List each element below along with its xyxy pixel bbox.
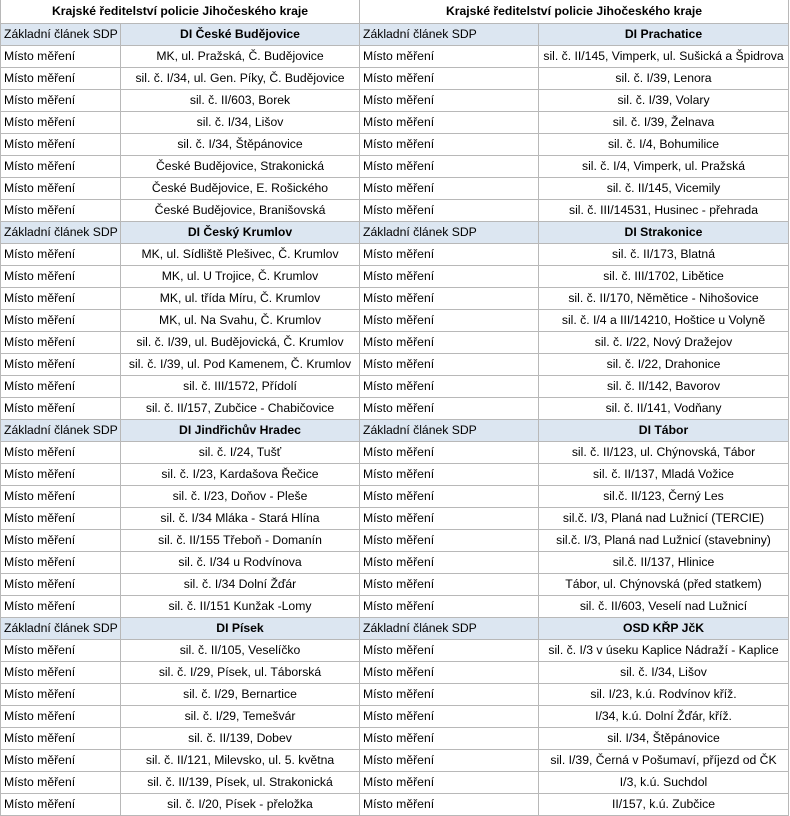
row-label-left: Místo měření <box>1 728 121 750</box>
measurement-location-left: sil. č. I/34 u Rodvínova <box>121 552 360 574</box>
table-row <box>1 596 789 618</box>
measurement-location-left: sil. č. I/34 Mláka - Stará Hlína <box>121 508 360 530</box>
row-label-left: Místo měření <box>1 552 121 574</box>
measurement-location-left: sil. č. II/151 Kunžak -Lomy <box>121 596 360 618</box>
row-label-right: Místo měření <box>360 178 539 200</box>
row-label-right: Místo měření <box>360 288 539 310</box>
table-row <box>1 354 789 376</box>
row-label-left: Místo měření <box>1 200 121 222</box>
table-row <box>1 772 789 794</box>
row-label-right: Místo měření <box>360 46 539 68</box>
measurement-location-left: MK, ul. Na Svahu, Č. Krumlov <box>121 310 360 332</box>
row-label-left: Místo měření <box>1 112 121 134</box>
measurement-location-left: České Budějovice, Strakonická <box>121 156 360 178</box>
table-row <box>1 244 789 266</box>
measurement-location-left: sil. č. I/34, Lišov <box>121 112 360 134</box>
table-row <box>1 398 789 420</box>
measurement-location-right: sil. č. I/39, Volary <box>539 90 789 112</box>
section-title-left: DI Český Krumlov <box>121 222 360 244</box>
measurement-location-left: sil. č. II/155 Třeboň - Domanín <box>121 530 360 552</box>
row-label-left: Místo měření <box>1 178 121 200</box>
row-label-right: Místo měření <box>360 794 539 816</box>
row-label-right: Místo měření <box>360 442 539 464</box>
measurement-location-left: sil. č. I/34 Dolní Žďár <box>121 574 360 596</box>
table-row <box>1 156 789 178</box>
row-label-right: Místo měření <box>360 596 539 618</box>
measurement-location-left: MK, ul. U Trojice, Č. Krumlov <box>121 266 360 288</box>
section-header-row <box>1 222 789 244</box>
measurement-location-left: sil. č. I/34, Štěpánovice <box>121 134 360 156</box>
table-row <box>1 662 789 684</box>
measurement-location-right: sil. č. II/123, ul. Chýnovská, Tábor <box>539 442 789 464</box>
section-title-right: DI Strakonice <box>539 222 789 244</box>
row-label-right: Místo měření <box>360 772 539 794</box>
row-label-left: Místo měření <box>1 574 121 596</box>
table-row <box>1 442 789 464</box>
table-row <box>1 310 789 332</box>
measurement-location-right: sil.č. II/137, Hlinice <box>539 552 789 574</box>
measurement-location-left: sil. č. I/29, Bernartice <box>121 684 360 706</box>
row-label-right: Místo měření <box>360 508 539 530</box>
measurement-location-right: Tábor, ul. Chýnovská (před statkem) <box>539 574 789 596</box>
table-row <box>1 508 789 530</box>
row-label-left: Místo měření <box>1 156 121 178</box>
measurement-location-right: sil. č. II/170, Němětice - Nihošovice <box>539 288 789 310</box>
table-row <box>1 794 789 816</box>
row-label-left: Místo měření <box>1 684 121 706</box>
row-label-left: Místo měření <box>1 464 121 486</box>
row-label-right: Místo měření <box>360 574 539 596</box>
measurement-location-right: I/3, k.ú. Suchdol <box>539 772 789 794</box>
row-label-left: Místo měření <box>1 662 121 684</box>
row-label-right: Místo měření <box>360 398 539 420</box>
table-row <box>1 464 789 486</box>
measurement-location-right: II/157, k.ú. Zubčice <box>539 794 789 816</box>
row-label-right: Místo měření <box>360 662 539 684</box>
row-label-left: Místo měření <box>1 398 121 420</box>
measurement-location-right: sil. č. II/145, Vicemily <box>539 178 789 200</box>
section-title-right: OSD KŘP JčK <box>539 618 789 640</box>
row-label-left: Místo měření <box>1 596 121 618</box>
section-title-left: DI České Budějovice <box>121 24 360 46</box>
row-label-left: Místo měření <box>1 310 121 332</box>
title-row <box>1 0 789 24</box>
row-label-left: Místo měření <box>1 508 121 530</box>
row-label-left: Místo měření <box>1 288 121 310</box>
measurement-location-left: sil. č. II/603, Borek <box>121 90 360 112</box>
measurement-location-left: sil. č. II/139, Dobev <box>121 728 360 750</box>
measurement-location-right: sil. I/34, Štěpánovice <box>539 728 789 750</box>
row-label-right: Místo měření <box>360 640 539 662</box>
measurement-location-left: sil. č. III/1572, Přídolí <box>121 376 360 398</box>
row-label-right: Místo měření <box>360 90 539 112</box>
measurement-location-left: sil. č. II/105, Veselíčko <box>121 640 360 662</box>
measurement-location-left: sil. č. I/24, Tušť <box>121 442 360 464</box>
row-label-left: Místo měření <box>1 530 121 552</box>
row-label-right: Místo měření <box>360 706 539 728</box>
table-row <box>1 684 789 706</box>
measurement-location-left: sil. č. I/23, Kardašova Řečice <box>121 464 360 486</box>
section-title-left: DI Jindřichův Hradec <box>121 420 360 442</box>
section-header-row <box>1 618 789 640</box>
row-label-right: Místo měření <box>360 530 539 552</box>
section-label-left: Základní článek SDP <box>1 222 121 244</box>
row-label-left: Místo měření <box>1 354 121 376</box>
measurement-location-right: sil. č. I/3 v úseku Kaplice Nádraží - Kaplice <box>539 640 789 662</box>
measurement-location-left: MK, ul. třída Míru, Č. Krumlov <box>121 288 360 310</box>
measurement-location-right: sil. I/23, k.ú. Rodvínov kříž. <box>539 684 789 706</box>
row-label-right: Místo měření <box>360 68 539 90</box>
section-title-right: DI Tábor <box>539 420 789 442</box>
row-label-right: Místo měření <box>360 354 539 376</box>
measurement-location-right: sil. č. I/4, Vimperk, ul. Pražská <box>539 156 789 178</box>
table-row <box>1 178 789 200</box>
row-label-left: Místo měření <box>1 706 121 728</box>
left-header: Krajské ředitelství policie Jihočeského kraje <box>1 0 360 24</box>
measurement-location-left: České Budějovice, Branišovská <box>121 200 360 222</box>
row-label-left: Místo měření <box>1 46 121 68</box>
table-row <box>1 112 789 134</box>
section-label-right: Základní článek SDP <box>360 222 539 244</box>
row-label-left: Místo měření <box>1 794 121 816</box>
row-label-right: Místo měření <box>360 310 539 332</box>
table-row <box>1 728 789 750</box>
measurement-location-left: sil. č. II/139, Písek, ul. Strakonická <box>121 772 360 794</box>
section-title-right: DI Prachatice <box>539 24 789 46</box>
measurement-location-left: sil. č. I/23, Doňov - Pleše <box>121 486 360 508</box>
measurement-location-right: sil. č. III/14531, Husinec - přehrada <box>539 200 789 222</box>
table-body <box>1 0 789 816</box>
row-label-left: Místo měření <box>1 90 121 112</box>
table-row <box>1 376 789 398</box>
row-label-right: Místo měření <box>360 486 539 508</box>
table-row <box>1 134 789 156</box>
measurement-location-right: sil. č. II/142, Bavorov <box>539 376 789 398</box>
row-label-right: Místo měření <box>360 266 539 288</box>
measurement-location-right: sil. I/39, Černá v Pošumaví, příjezd od ČK <box>539 750 789 772</box>
measurement-location-right: sil. č. I/39, Želnava <box>539 112 789 134</box>
measurement-location-right: sil. č. II/145, Vimperk, ul. Sušická a Špidrova <box>539 46 789 68</box>
table-row <box>1 640 789 662</box>
row-label-right: Místo měření <box>360 332 539 354</box>
row-label-left: Místo měření <box>1 750 121 772</box>
row-label-left: Místo měření <box>1 772 121 794</box>
table-row <box>1 706 789 728</box>
measurement-location-left: České Budějovice, E. Rošického <box>121 178 360 200</box>
row-label-left: Místo měření <box>1 332 121 354</box>
measurement-location-left: MK, ul. Sídliště Plešivec, Č. Krumlov <box>121 244 360 266</box>
measurement-location-right: sil. č. I/22, Drahonice <box>539 354 789 376</box>
measurement-location-left: sil. č. I/29, Písek, ul. Táborská <box>121 662 360 684</box>
measurement-location-left: sil. č. I/34, ul. Gen. Píky, Č. Budějovice <box>121 68 360 90</box>
measurement-location-left: sil. č. II/157, Zubčice - Chabičovice <box>121 398 360 420</box>
section-label-right: Základní článek SDP <box>360 24 539 46</box>
row-label-right: Místo měření <box>360 728 539 750</box>
table-row <box>1 750 789 772</box>
measurement-location-right: I/34, k.ú. Dolní Žďár, kříž. <box>539 706 789 728</box>
measurement-location-right: sil.č. II/123, Černý Les <box>539 486 789 508</box>
row-label-right: Místo měření <box>360 464 539 486</box>
row-label-left: Místo měření <box>1 486 121 508</box>
table-row <box>1 530 789 552</box>
table-row <box>1 90 789 112</box>
row-label-left: Místo měření <box>1 244 121 266</box>
table-row <box>1 266 789 288</box>
row-label-left: Místo měření <box>1 442 121 464</box>
row-label-right: Místo měření <box>360 684 539 706</box>
measurement-location-right: sil. č. I/4 a III/14210, Hoštice u Volyně <box>539 310 789 332</box>
measurement-location-left: MK, ul. Pražská, Č. Budějovice <box>121 46 360 68</box>
section-title-left: DI Písek <box>121 618 360 640</box>
row-label-right: Místo měření <box>360 376 539 398</box>
measurement-location-left: sil. č. I/39, ul. Pod Kamenem, Č. Krumlov <box>121 354 360 376</box>
row-label-left: Místo měření <box>1 640 121 662</box>
table-row <box>1 288 789 310</box>
row-label-right: Místo měření <box>360 134 539 156</box>
measurement-location-right: sil.č. I/3, Planá nad Lužnicí (stavebniny) <box>539 530 789 552</box>
table-row <box>1 200 789 222</box>
measurement-location-right: sil. č. III/1702, Libětice <box>539 266 789 288</box>
measurement-location-right: sil. č. I/22, Nový Dražejov <box>539 332 789 354</box>
row-label-left: Místo měření <box>1 134 121 156</box>
measurement-location-right: sil.č. I/3, Planá nad Lužnicí (TERCIE) <box>539 508 789 530</box>
measurement-location-right: sil. č. II/173, Blatná <box>539 244 789 266</box>
measurement-location-left: sil. č. I/29, Temešvár <box>121 706 360 728</box>
section-label-right: Základní článek SDP <box>360 618 539 640</box>
measurement-location-left: sil. č. II/121, Milevsko, ul. 5. května <box>121 750 360 772</box>
row-label-right: Místo měření <box>360 156 539 178</box>
row-label-right: Místo měření <box>360 200 539 222</box>
row-label-left: Místo měření <box>1 266 121 288</box>
measurement-location-right: sil. č. II/141, Vodňany <box>539 398 789 420</box>
section-label-left: Základní článek SDP <box>1 24 121 46</box>
row-label-left: Místo měření <box>1 68 121 90</box>
table-row <box>1 68 789 90</box>
section-label-left: Základní článek SDP <box>1 420 121 442</box>
table-row <box>1 552 789 574</box>
measurement-location-left: sil. č. I/20, Písek - přeložka <box>121 794 360 816</box>
measurement-location-left: sil. č. I/39, ul. Budějovická, Č. Krumlov <box>121 332 360 354</box>
section-label-right: Základní článek SDP <box>360 420 539 442</box>
row-label-left: Místo měření <box>1 376 121 398</box>
row-label-right: Místo měření <box>360 112 539 134</box>
measurement-location-right: sil. č. II/137, Mladá Vožice <box>539 464 789 486</box>
right-header: Krajské ředitelství policie Jihočeského kraje <box>360 0 789 24</box>
row-label-right: Místo měření <box>360 244 539 266</box>
table-row <box>1 46 789 68</box>
measurement-location-right: sil. č. I/4, Bohumilice <box>539 134 789 156</box>
section-header-row <box>1 24 789 46</box>
section-label-left: Základní článek SDP <box>1 618 121 640</box>
measurement-location-right: sil. č. I/34, Lišov <box>539 662 789 684</box>
measurement-location-right: sil. č. I/39, Lenora <box>539 68 789 90</box>
measurement-location-right: sil. č. II/603, Veselí nad Lužnicí <box>539 596 789 618</box>
row-label-right: Místo měření <box>360 552 539 574</box>
table-row <box>1 332 789 354</box>
table-row <box>1 486 789 508</box>
row-label-right: Místo měření <box>360 750 539 772</box>
table-row <box>1 574 789 596</box>
section-header-row <box>1 420 789 442</box>
